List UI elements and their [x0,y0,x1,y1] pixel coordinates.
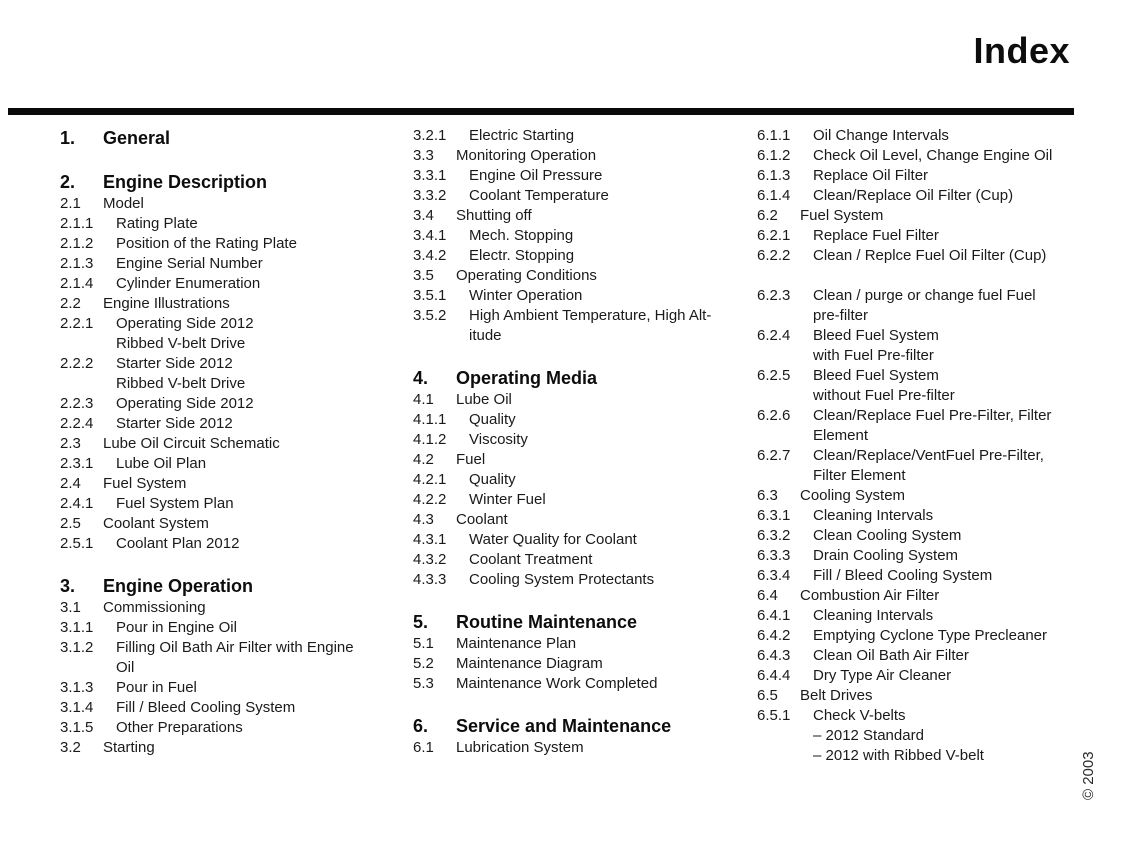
entry-text: Coolant System [103,515,209,532]
entry-text: Maintenance Plan [456,635,577,652]
entry-text: Water Quality for Coolant [469,531,637,548]
index-entry [757,446,1102,466]
entry-text: Coolant [456,511,508,528]
entry-continuation: with Fuel Pre-filter [813,347,934,364]
divider-rule [8,108,1074,115]
index-entry [413,550,753,570]
entry-text: Clean Oil Bath Air Filter [813,647,969,664]
section-heading [60,170,410,194]
index-entry [413,266,753,286]
entry-number: 2.1.4 [60,275,94,292]
entry-number: 4.3.1 [413,531,447,548]
index-entry [60,698,410,718]
entry-number: 6.1.4 [757,187,791,204]
entry-text: Operating Side 2012 [116,395,254,412]
entry-text: Viscosity [469,431,528,448]
entry-number: 2.1.3 [60,255,94,272]
entry-text: Check V-belts [813,707,906,724]
index-entry [413,246,753,266]
entry-text: Engine Illustrations [103,295,230,312]
index-entry [60,534,410,554]
index-entry [60,514,410,534]
entry-continuation: itude [469,327,502,344]
entry-number: 2.1.1 [60,215,94,232]
entry-number: 3.3 [413,147,434,164]
index-entry [413,510,753,530]
index-entry [60,234,410,254]
entry-continuation: Oil [116,659,135,676]
index-entry [757,506,1102,526]
entry-text: Combustion Air Filter [800,587,940,604]
entry-number: 6.2.5 [757,367,791,384]
entry-number: 3.5 [413,267,434,284]
entry-text: Lube Oil Plan [116,455,207,472]
page-title: Index [973,30,1070,71]
entry-number: 6.1.2 [757,147,791,164]
entry-number: 2.5.1 [60,535,94,552]
entry-number: 6.4.2 [757,627,791,644]
entry-number: 3.2 [60,739,81,756]
entry-number: 6.4 [757,587,778,604]
index-entry [413,186,753,206]
entry-number: 2.1 [60,195,81,212]
entry-number: 6.2 [757,207,778,224]
index-entry [757,186,1102,206]
entry-continuation: pre-filter [813,307,869,324]
entry-text: Lube Oil [456,391,512,408]
index-entry [413,570,753,590]
entry-text: Fuel System [103,475,187,492]
entry-text: Pour in Engine Oil [116,619,237,636]
entry-number: 6.3.2 [757,527,791,544]
entry-number: 3.2.1 [413,127,447,144]
index-entry [60,194,410,214]
index-entry [413,166,753,186]
index-entry [60,638,410,658]
entry-text: Electric Starting [469,127,575,144]
entry-number: 3.4.2 [413,247,447,264]
entry-text: Maintenance Diagram [456,655,603,672]
entry-text: Clean/Replace Fuel Pre-Filter, Filter [813,407,1052,424]
entry-text: Cleaning Intervals [813,507,934,524]
entry-text: Starter Side 2012 [116,355,233,372]
entry-number: 4.3 [413,511,434,528]
index-entry [757,706,1102,726]
index-entry [757,666,1102,686]
index-entry [757,146,1102,166]
entry-number: 1. [60,128,76,148]
entry-text: Cleaning Intervals [813,607,934,624]
entry-text: Rating Plate [116,215,198,232]
index-entry [413,654,753,674]
entry-text: Operating Conditions [456,267,597,284]
index-entry [60,214,410,234]
index-entry [413,634,753,654]
section-heading [413,366,753,390]
entry-number: 6.2.7 [757,447,791,464]
entry-text: Engine Serial Number [116,255,263,272]
section-heading [60,574,410,598]
entry-text: Belt Drives [800,687,873,704]
entry-number: 6.5.1 [757,707,791,724]
index-entry [413,390,753,410]
entry-text: Engine Description [103,172,268,192]
entry-number: 6.4.3 [757,647,791,664]
entry-number: 4.2 [413,451,434,468]
entry-text: General [103,128,171,148]
entry-number: 2.3.1 [60,455,94,472]
index-entry [757,126,1102,146]
entry-text: Monitoring Operation [456,147,597,164]
entry-number: 3.1.3 [60,679,94,696]
entry-text: Pour in Fuel [116,679,197,696]
entry-number: 3.4.1 [413,227,447,244]
entry-text: Starting [103,739,155,756]
entry-number: 6.2.2 [757,247,791,264]
entry-number: 6.1.3 [757,167,791,184]
entry-text: Other Preparations [116,719,243,736]
index-entry [413,450,753,470]
entry-text: Coolant Treatment [469,551,593,568]
index-entry [757,286,1102,306]
entry-continuation: Ribbed V-belt Drive [116,335,246,352]
entry-number: 3.1 [60,599,81,616]
index-entry [60,294,410,314]
section-heading [60,126,410,150]
entry-text: Winter Fuel [469,491,546,508]
entry-number: 4.1 [413,391,434,408]
entry-text: Engine Oil Pressure [469,167,603,184]
index-column-1 [60,126,410,758]
entry-continuation: Element [813,427,869,444]
entry-text: Filling Oil Bath Air Filter with Engine [116,639,354,656]
entry-number: 2.1.2 [60,235,94,252]
entry-number: 2. [60,172,76,192]
entry-number: 4.3.3 [413,571,447,588]
entry-number: 6.4.1 [757,607,791,624]
entry-text: Clean / Replce Fuel Oil Filter (Cup) [813,247,1047,264]
index-entry [413,530,753,550]
entry-number: 4.1.2 [413,431,447,448]
entry-text: Dry Type Air Cleaner [813,667,952,684]
entry-number: 6.4.4 [757,667,791,684]
index-entry [757,546,1102,566]
entry-text: Winter Operation [469,287,583,304]
index-entry [757,606,1102,626]
entry-number: 6.3.4 [757,567,791,584]
entry-text: Commissioning [103,599,206,616]
index-entry [413,470,753,490]
index-entry [60,598,410,618]
entry-number: 3.1.2 [60,639,94,656]
entry-number: 5. [413,612,429,632]
entry-text: Cooling System [800,487,906,504]
entry-text: Routine Maintenance [456,612,638,632]
entry-text: Clean / purge or change fuel Fuel [813,287,1036,304]
entry-number: 6. [413,716,429,736]
entry-number: 5.1 [413,635,434,652]
index-entry [757,566,1102,586]
entry-number: 6.5 [757,687,778,704]
index-entry [60,314,410,334]
index-entry [413,306,753,326]
entry-number: 4.2.2 [413,491,447,508]
index-entry [757,246,1102,266]
entry-number: 3.3.1 [413,167,447,184]
index-entry [413,226,753,246]
entry-text: Emptying Cyclone Type Precleaner [813,627,1048,644]
index-entry [60,454,410,474]
entry-number: 6.2.6 [757,407,791,424]
entry-text: Operating Side 2012 [116,315,254,332]
entry-text: Clean Cooling System [813,527,962,544]
entry-number: 2.2.4 [60,415,94,432]
entry-text: Cylinder Enumeration [116,275,261,292]
section-heading [413,610,753,634]
entry-text: Mech. Stopping [469,227,574,244]
index-entry [60,274,410,294]
copyright-note: © 2003 [1080,751,1097,800]
entry-number: 6.3 [757,487,778,504]
entry-text: Coolant Temperature [469,187,609,204]
index-entry [60,738,410,758]
index-entry [757,526,1102,546]
entry-number: 6.3.1 [757,507,791,524]
entry-text: Quality [469,411,516,428]
entry-text: Replace Fuel Filter [813,227,939,244]
entry-number: 3.1.4 [60,699,94,716]
entry-number: 5.3 [413,675,434,692]
entry-number: 3.3.2 [413,187,447,204]
index-entry [757,626,1102,646]
index-entry [757,226,1102,246]
index-entry [757,166,1102,186]
index-entry [60,414,410,434]
entry-text: Fuel [456,451,486,468]
entry-number: 6.2.4 [757,327,791,344]
entry-text: Model [103,195,144,212]
index-entry [413,286,753,306]
index-entry [413,430,753,450]
entry-number: 3.5.1 [413,287,447,304]
entry-text: High Ambient Temperature, High Alt- [469,307,712,324]
entry-number: 3. [60,576,76,596]
entry-continuation: Ribbed V-belt Drive [116,375,246,392]
entry-text: Fill / Bleed Cooling System [813,567,993,584]
index-entry [60,618,410,638]
entry-text: Clean/Replace/VentFuel Pre-Filter, [813,447,1044,464]
entry-text: Fuel System Plan [116,495,234,512]
index-entry [413,146,753,166]
entry-text: Replace Oil Filter [813,167,929,184]
entry-text: Starter Side 2012 [116,415,233,432]
index-entry [413,206,753,226]
entry-number: 2.5 [60,515,81,532]
index-entry [757,646,1102,666]
index-entry [757,206,1102,226]
entry-number: 2.3 [60,435,81,452]
entry-text: Fill / Bleed Cooling System [116,699,296,716]
entry-text: Maintenance Work Completed [456,675,658,692]
entry-number: 3.4 [413,207,434,224]
entry-number: 4.3.2 [413,551,447,568]
index-entry [757,586,1102,606]
entry-number: 6.1.1 [757,127,791,144]
entry-number: 6.2.3 [757,287,791,304]
entry-number: 6.2.1 [757,227,791,244]
entry-number: 2.2.2 [60,355,94,372]
section-heading [413,714,753,738]
entry-text: Lube Oil Circuit Schematic [103,435,280,452]
entry-gap [757,266,1102,286]
index-entry [60,254,410,274]
entry-number: 3.5.2 [413,307,447,324]
entry-text: Oil Change Intervals [813,127,949,144]
entry-number: 2.4 [60,475,81,492]
entry-text: Cooling System Protectants [469,571,655,588]
index-entry [413,674,753,694]
entry-continuation: without Fuel Pre-filter [813,387,955,404]
entry-text: Check Oil Level, Change Engine Oil [813,147,1053,164]
entry-text: Shutting off [456,207,532,224]
index-entry [757,406,1102,426]
entry-number: 6.3.3 [757,547,791,564]
entry-number: 2.4.1 [60,495,94,512]
index-entry [413,410,753,430]
index-entry [413,490,753,510]
entry-text: Bleed Fuel System [813,367,939,384]
entry-text: Operating Media [456,368,598,388]
index-entry [60,434,410,454]
entry-text: Engine Operation [103,576,254,596]
index-entry [60,474,410,494]
entry-continuation: – 2012 with Ribbed V-belt [813,747,984,764]
entry-number: 3.1.5 [60,719,94,736]
index-entry [413,738,753,758]
index-entry [757,486,1102,506]
index-entry [757,326,1102,346]
index-entry [60,678,410,698]
index-entry [757,366,1102,386]
entry-text: Clean/Replace Oil Filter (Cup) [813,187,1014,204]
index-entry [60,718,410,738]
entry-continuation: – 2012 Standard [813,727,924,744]
entry-number: 4. [413,368,429,388]
entry-text: Coolant Plan 2012 [116,535,240,552]
index-entry [413,126,753,146]
index-entry [60,394,410,414]
entry-text: Drain Cooling System [813,547,959,564]
entry-number: 2.2 [60,295,81,312]
entry-number: 3.1.1 [60,619,94,636]
index-entry [757,686,1102,706]
entry-text: Electr. Stopping [469,247,575,264]
entry-continuation: Filter Element [813,467,906,484]
index-column-3 [757,126,1102,766]
entry-text: Bleed Fuel System [813,327,939,344]
index-column-2 [413,126,753,758]
entry-text: Service and Maintenance [456,716,672,736]
entry-number: 2.2.1 [60,315,94,332]
entry-text: Fuel System [800,207,884,224]
entry-number: 2.2.3 [60,395,94,412]
entry-number: 4.2.1 [413,471,447,488]
entry-text: Position of the Rating Plate [116,235,297,252]
entry-number: 6.1 [413,739,434,756]
entry-number: 4.1.1 [413,411,447,428]
entry-text: Quality [469,471,516,488]
entry-number: 5.2 [413,655,434,672]
index-entry [60,494,410,514]
index-entry [60,354,410,374]
entry-text: Lubrication System [456,739,584,756]
